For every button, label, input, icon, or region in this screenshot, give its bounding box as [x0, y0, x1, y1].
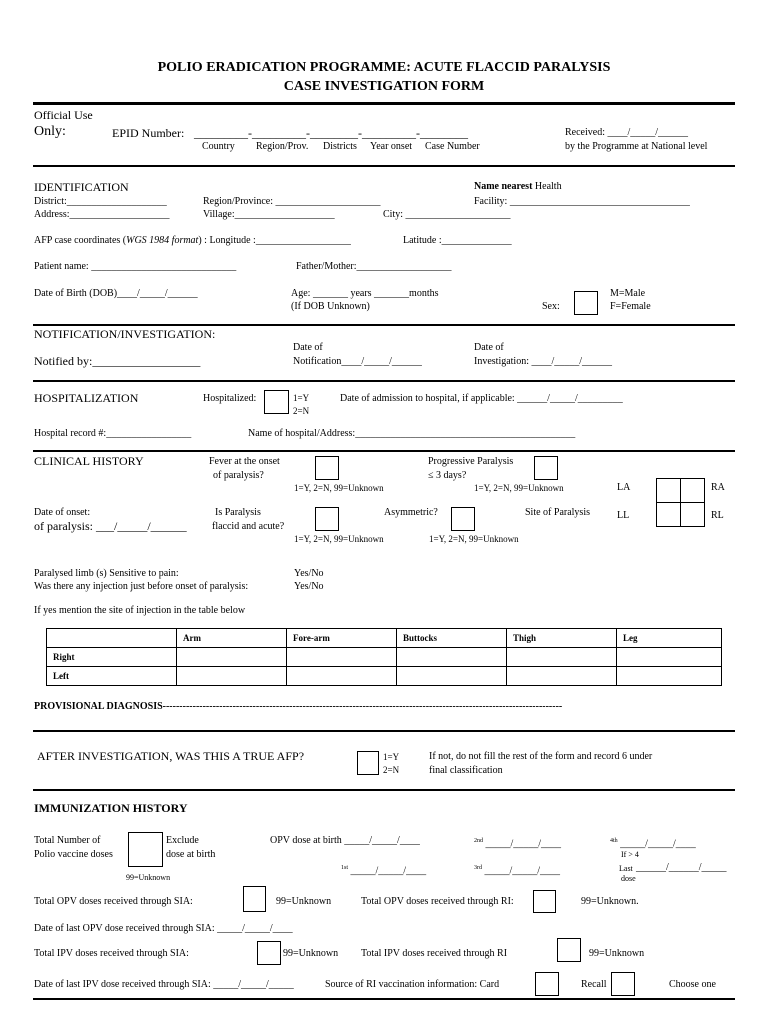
injection-question: Was there any injection just before onset of paralysis:	[34, 581, 249, 592]
admission-date-field[interactable]: Date of admission to hospital, if applicable: ______/_____/_________	[340, 393, 623, 404]
hospital-name-field[interactable]: Name of hospital/Address:____________________________________________	[248, 428, 576, 439]
form-subtitle: CASE INVESTIGATION FORM	[283, 79, 485, 94]
progressive-codes: 1=Y, 2=N, 99=Unknown	[474, 483, 564, 493]
flaccid-codes: 1=Y, 2=N, 99=Unknown	[294, 534, 384, 544]
ri-opv-input[interactable]	[533, 890, 556, 913]
ri-ipv-input[interactable]	[557, 938, 581, 962]
latitude-field[interactable]: Latitude :______________	[403, 235, 512, 246]
female-code: F=Female	[610, 301, 651, 312]
flaccid-question-line2: flaccid and acute?	[212, 521, 285, 532]
sensitive-question: Paralysed limb (s) Sensitive to pain:	[34, 568, 179, 579]
asymmetric-checkbox[interactable]	[451, 507, 475, 531]
right-leg-label: RL	[711, 510, 724, 521]
opv-birth-date-field[interactable]: OPV dose at birth _____/_____/____	[270, 835, 420, 846]
form-title: POLIO ERADICATION PROGRAMME: ACUTE FLACCID PARALYSIS	[157, 60, 611, 75]
table-cell[interactable]	[287, 648, 397, 667]
exclude-note-line1: Exclude	[166, 835, 199, 846]
last-ipv-sia-date-field[interactable]: Date of last IPV dose received through SIA: _____/_____/_____	[34, 979, 294, 990]
district-field[interactable]: District:____________________	[34, 196, 167, 207]
fever-checkbox[interactable]	[315, 456, 339, 480]
unknown-code: 99=Unknown	[126, 873, 171, 882]
epid-districts-caption: Districts	[323, 141, 357, 152]
notification-date-field[interactable]: Notification____/_____/______	[293, 356, 422, 367]
onset-date-field[interactable]: of paralysis: ___/_____/______	[34, 519, 187, 533]
left-arm-label: LA	[617, 482, 631, 493]
last-dose-label-line2: dose	[621, 874, 636, 883]
row-label: Left	[47, 667, 177, 686]
last-dose-date-field[interactable]: ______/______/_____	[636, 862, 727, 873]
village-field[interactable]: Village:____________________	[203, 209, 335, 220]
total-doses-input[interactable]	[128, 832, 163, 867]
divider	[33, 730, 735, 732]
table-cell[interactable]	[617, 648, 722, 667]
epid-label: EPID Number:	[112, 126, 185, 140]
table-header: Leg	[617, 629, 722, 648]
true-afp-question: AFTER INVESTIGATION, WAS THIS A TRUE AFP?	[37, 749, 305, 763]
coordinates-longitude-field[interactable]: AFP case coordinates (WGS 1984 format) : Longitude :___________________	[34, 235, 351, 246]
official-use-label: Official Use	[34, 108, 93, 122]
father-mother-field[interactable]: Father/Mother:___________________	[296, 261, 452, 272]
last-dose-label: Last	[619, 864, 633, 873]
ri-opv-unknown: 99=Unknown.	[581, 896, 639, 907]
investigation-date-label: Date of	[474, 342, 504, 353]
patient-name-field[interactable]: Patient name: _____________________________	[34, 261, 237, 272]
progressive-question-line1: Progressive Paralysis	[428, 456, 514, 467]
table-row	[47, 667, 722, 686]
yes-code: 1=Y	[383, 752, 400, 762]
dose-4-date-field[interactable]: $^{4th}$ _____/_____/____	[610, 838, 696, 850]
male-code: M=Male	[610, 288, 646, 299]
divider	[33, 789, 735, 791]
fever-question-line2: of paralysis?	[213, 470, 264, 481]
recall-checkbox[interactable]	[611, 972, 635, 996]
divider	[33, 998, 735, 1000]
right-arm-label: RA	[711, 482, 725, 493]
exclude-note-line2: dose at birth	[166, 849, 216, 860]
total-doses-label-line2: Polio vaccine doses	[34, 849, 113, 860]
address-field[interactable]: Address:____________________	[34, 209, 170, 220]
sia-opv-input[interactable]	[243, 886, 266, 912]
table-header: Fore-arm	[287, 629, 397, 648]
notification-date-label: Date of	[293, 342, 323, 353]
investigation-date-field[interactable]: Investigation: ____/_____/______	[474, 356, 613, 367]
left-arm-checkbox[interactable]	[656, 478, 681, 503]
ri-ipv-unknown: 99=Unknown	[589, 948, 645, 959]
fever-codes: 1=Y, 2=N, 99=Unknown	[294, 483, 384, 493]
dose-3-date-field[interactable]: $^{3rd}$ _____/_____/____	[474, 865, 561, 877]
table-header: Buttocks	[397, 629, 507, 648]
table-header: Thigh	[507, 629, 617, 648]
epid-field[interactable]: _________-_________-________-_________-________	[194, 126, 468, 140]
divider	[33, 450, 735, 452]
yes-code: 1=Y	[293, 393, 310, 403]
identification-heading: IDENTIFICATION	[34, 180, 129, 194]
received-date-field[interactable]: Received: ____/_____/______	[565, 127, 689, 138]
table-cell[interactable]	[507, 648, 617, 667]
flaccid-question-line1: Is Paralysis	[215, 507, 261, 518]
injection-site-table	[46, 628, 722, 686]
onset-date-label: Date of onset:	[34, 507, 91, 518]
choose-one-note: Choose one	[669, 979, 716, 990]
hospitalized-checkbox[interactable]	[264, 390, 289, 414]
table-header: Arm	[177, 629, 287, 648]
total-doses-label-line1: Total Number of	[34, 835, 101, 846]
recall-label: Recall	[581, 979, 607, 990]
sia-ipv-unknown: 99=Unknown	[283, 948, 339, 959]
last-opv-sia-date-field[interactable]: Date of last OPV dose received through SIA: _____/_____/____	[34, 923, 293, 934]
table-cell[interactable]	[177, 648, 287, 667]
left-leg-checkbox[interactable]	[656, 502, 681, 527]
true-afp-note-line2: final classification	[429, 765, 503, 776]
true-afp-checkbox[interactable]	[357, 751, 379, 775]
hospitalization-heading: HOSPITALIZATION	[34, 391, 139, 405]
epid-case-caption: Case Number	[425, 141, 480, 152]
row-label: Right	[47, 648, 177, 667]
table-cell[interactable]	[287, 667, 397, 686]
sia-opv-unknown: 99=Unknown	[276, 896, 332, 907]
asymmetric-codes: 1=Y, 2=N, 99=Unknown	[429, 534, 519, 544]
divider	[33, 102, 735, 105]
card-checkbox[interactable]	[535, 972, 559, 996]
age-field[interactable]: Age: _______ years _______months	[291, 288, 439, 299]
sia-opv-label: Total OPV doses received through SIA:	[34, 896, 193, 907]
hospital-record-field[interactable]: Hospital record #:_________________	[34, 428, 192, 439]
sex-label: Sex:	[542, 301, 560, 312]
ri-ipv-label: Total IPV doses received through RI	[361, 948, 508, 959]
clinical-history-heading: CLINICAL HISTORY	[34, 454, 144, 468]
sia-ipv-input[interactable]	[257, 941, 281, 965]
sex-checkbox[interactable]	[574, 291, 598, 315]
no-code: 2=N	[293, 406, 310, 416]
divider	[33, 324, 735, 326]
table-cell[interactable]	[397, 648, 507, 667]
dob-field[interactable]: Date of Birth (DOB)____/_____/______	[34, 288, 198, 299]
city-field[interactable]: City: _____________________	[383, 209, 511, 220]
table-header-row	[47, 629, 722, 648]
immunization-heading: IMMUNIZATION HISTORY	[34, 801, 188, 815]
true-afp-note-line1: If not, do not fill the rest of the form and record 6 under	[429, 751, 653, 762]
table-cell[interactable]	[617, 667, 722, 686]
site-of-paralysis-label: Site of Paralysis	[525, 507, 590, 518]
ri-opv-label: Total OPV doses received through RI:	[361, 896, 514, 907]
asymmetric-question: Asymmetric?	[384, 507, 438, 518]
divider	[33, 380, 735, 382]
notified-by-field[interactable]: Notified by:__________________	[34, 354, 201, 368]
epid-year-caption: Year onset	[370, 141, 413, 152]
region-field[interactable]: Region/Province: _____________________	[203, 196, 381, 207]
hospitalized-label: Hospitalized:	[203, 393, 257, 404]
injection-instruction: If yes mention the site of injection in the table below	[34, 605, 246, 616]
right-leg-checkbox[interactable]	[680, 502, 705, 527]
right-arm-checkbox[interactable]	[680, 478, 705, 503]
provisional-diagnosis-field[interactable]: PROVISIONAL DIAGNOSIS------------------------------------------------------------------------------------------------------------------------	[34, 701, 563, 712]
if-more-than-4-note: If > 4	[621, 850, 639, 859]
injection-answer[interactable]: Yes/No	[294, 581, 324, 592]
table-cell[interactable]	[507, 667, 617, 686]
health-facility-label: Name nearest Health	[474, 181, 562, 192]
progressive-question-line2: ≤ 3 days?	[428, 470, 467, 481]
ri-source-label: Source of RI vaccination information: Card	[325, 979, 500, 990]
epid-country-caption: Country	[202, 141, 235, 152]
progressive-checkbox[interactable]	[534, 456, 558, 480]
fever-question-line1: Fever at the onset	[209, 456, 280, 467]
dose-2-date-field[interactable]: $^{2nd}$ _____/_____/____	[474, 838, 562, 850]
table-row	[47, 648, 722, 667]
dose-1-date-field[interactable]: $^{1st}$ _____/_____/____	[341, 865, 427, 877]
no-code: 2=N	[383, 765, 400, 775]
table-cell[interactable]	[177, 667, 287, 686]
table-cell[interactable]	[397, 667, 507, 686]
epid-region-caption: Region/Prov.	[256, 141, 309, 152]
if-dob-unknown-note: (If DOB Unknown)	[291, 301, 370, 312]
flaccid-checkbox[interactable]	[315, 507, 339, 531]
facility-field[interactable]: Facility: ____________________________________	[474, 196, 690, 207]
sia-ipv-label: Total IPV doses received through SIA:	[34, 948, 189, 959]
table-header	[47, 629, 177, 648]
divider	[33, 165, 735, 167]
sensitive-answer[interactable]: Yes/No	[294, 568, 324, 579]
left-leg-label: LL	[617, 510, 630, 521]
notification-heading: NOTIFICATION/INVESTIGATION:	[34, 327, 216, 341]
only-label: Only:	[34, 124, 66, 139]
received-note: by the Programme at National level	[565, 141, 708, 152]
